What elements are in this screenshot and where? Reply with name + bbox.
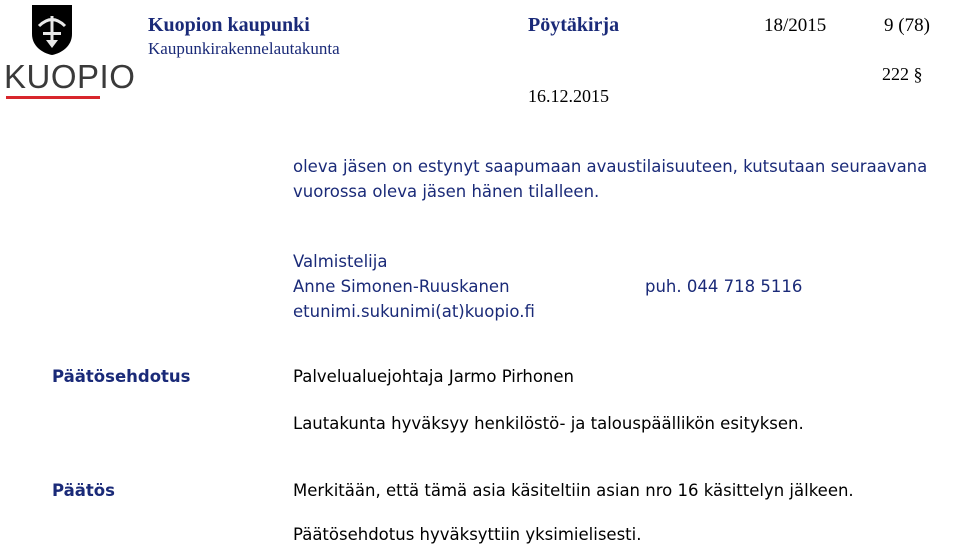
coat-of-arms-icon [31,4,73,56]
preparer-email: etunimi.sukunimi(at)kuopio.fi [293,302,535,321]
organization-name: Kuopion kaupunki [148,14,310,36]
proposal-line-1: Palvelualuejohtaja Jarmo Pirhonen [293,367,574,386]
logo-wordmark: KUOPIO [4,58,136,95]
paragraph-line-2: vuorossa oleva jäsen hänen tilalleen. [293,182,600,201]
page-info: 9 (78) [884,15,930,36]
paragraph-line-1: oleva jäsen on estynyt saapumaan avaustilaisuuteen, kutsutaan seuraavana [293,157,928,176]
proposal-label: Päätösehdotus [52,367,191,386]
decision-label: Päätös [52,481,115,500]
document-number: 18/2015 [764,15,827,36]
decision-line-2: Päätösehdotus hyväksyttiin yksimielisesti. [293,525,642,544]
kuopio-logo [4,4,136,104]
decision-line-1: Merkitään, että tämä asia käsiteltiin asian nro 16 käsittelyn jälkeen. [293,481,854,500]
preparer-phone: puh. 044 718 5116 [645,277,803,296]
preparer-title: Valmistelija [293,252,388,271]
preparer-name: Anne Simonen-Ruuskanen [293,277,510,296]
board-name: Kaupunkirakennelautakunta [148,39,340,58]
document-type: Pöytäkirja [528,14,620,36]
logo-accent-line [6,96,100,99]
section-number: 222 § [882,64,923,84]
meeting-date: 16.12.2015 [528,86,609,106]
proposal-line-2: Lautakunta hyväksyy henkilöstö- ja talouspäällikön esityksen. [293,414,804,433]
